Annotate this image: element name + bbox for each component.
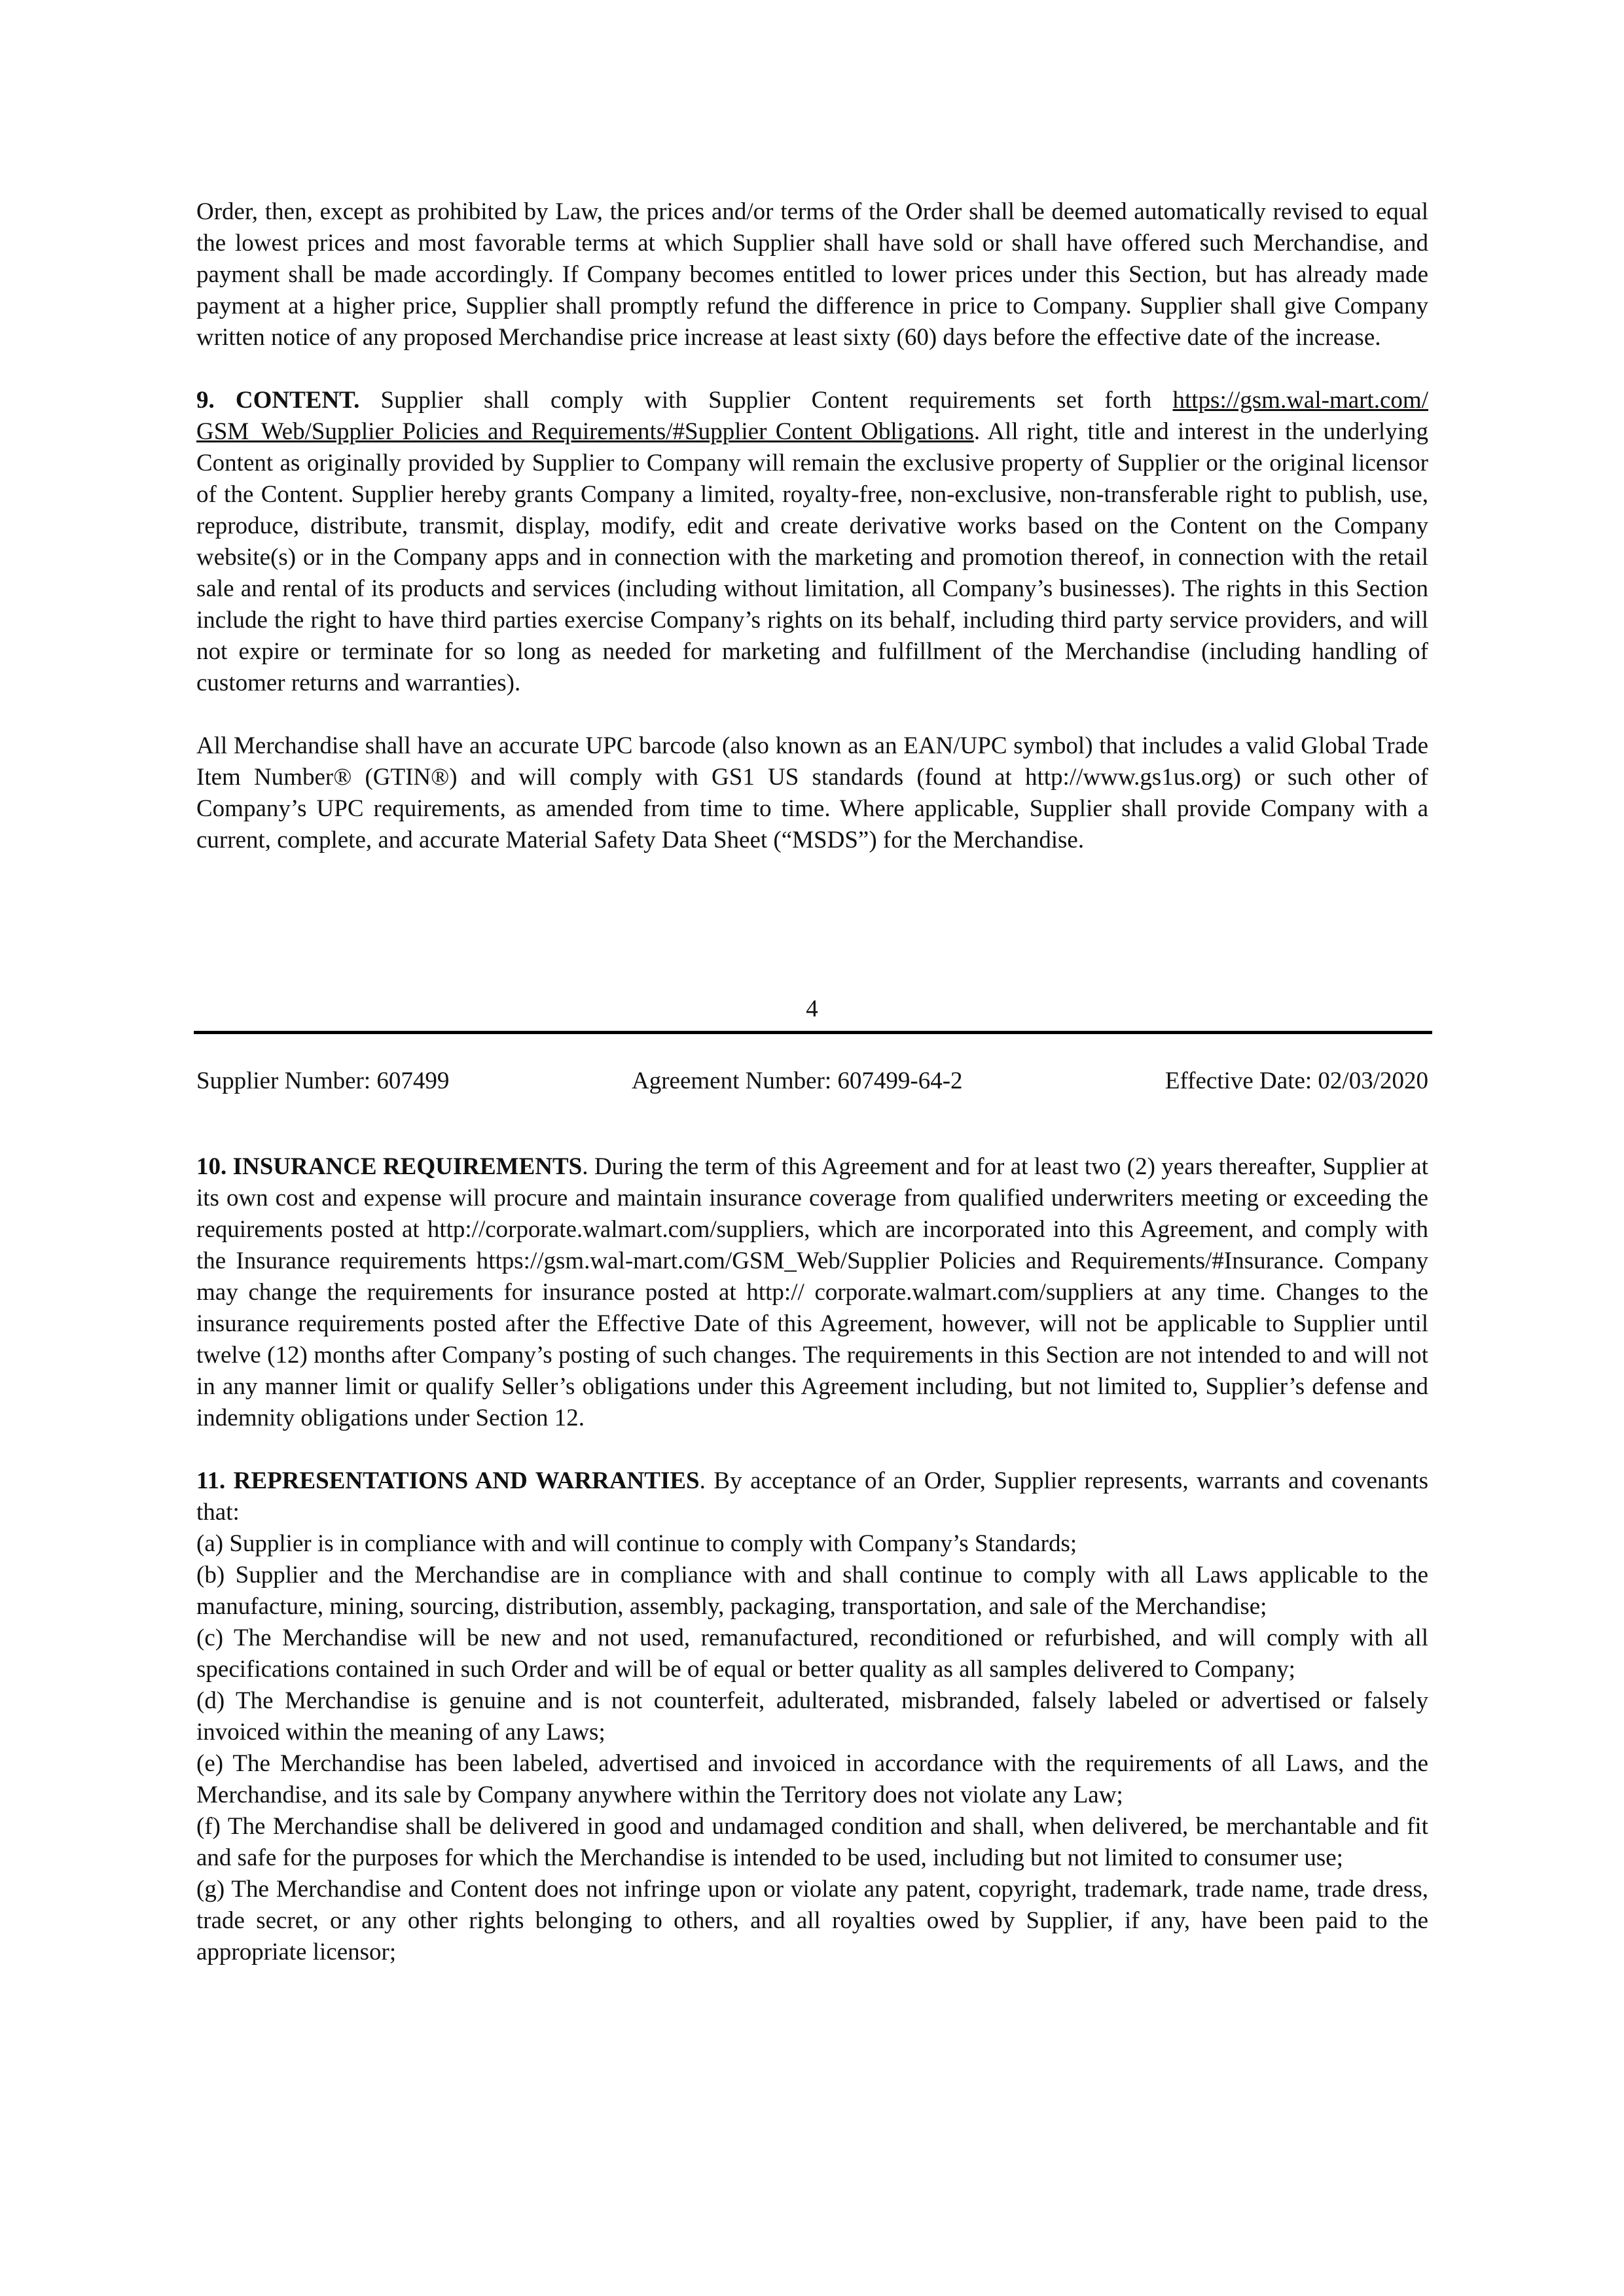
section-10-paragraph xyxy=(196,1151,1428,1434)
pricing-continuation-paragraph: Order, then, except as prohibited by Law, the prices and/or terms of the Order shall be deemed automatically revised to equal the lowest prices and most favorable terms at which Supplier shall have sold or shall have offered such Merchandise, and payment shall be made accordingly. If Company becomes entitled to lower prices under this Section, but has already made payment at a higher price, Supplier shall promptly refund the difference in price to Company. Supplier shall give Company written notice of any proposed Merchandise price increase at least sixty (60) days before the effective date of the increase. xyxy=(196,198,1428,351)
section-9-text-after-link: . All right, title and interest in the underlying Content as originally provided by Supplier to Company will remain the exclusive property of Supplier or the original licensor of the Content. Supplier hereby grants Company a limited, royalty-free, non-exclusive, non-transferable right to publish, use, reproduce, distribute, transmit, display, modify, edit and create derivative works based on the Content on the Company website(s) or in the Company apps and in connection with the marketing and promotion thereof, in connection with the retail sale and rental of its products and services (including without limitation, all Company’s businesses). The rights in this Section include the right to have third parties exercise Company’s rights on its behalf, including third party service providers, and will not expire or terminate for so long as needed for marketing and fulfillment of the Merchandise (including handling of customer returns and warranties). xyxy=(196,418,1428,696)
page-break-rule xyxy=(194,1031,1432,1034)
section-10-text: . During the term of this Agreement and for at least two (2) years thereafter, Supplier at its own cost and expense will procure and maintain insurance coverage from qualified underwriters meeting or exceeding the requirements posted at http://corporate.walmart.com/suppliers, which are incorporated into this Agreement, and comply with the Insurance requirements https://gsm.wal-mart.com/GSM_Web/Supplier Policies and Requirements/#Insurance. Company may change the requirements for insurance posted at http:// corporate.walmart.com/suppliers at any time. Changes to the insurance requirements posted after the Effective Date of this Agreement, however, will not be applicable to Supplier until twelve (12) months after Company’s posting of such changes. The requirements in this Section are not intended to and will not in any manner limit or qualify Seller’s obligations under this Agreement including, but not limited to, Supplier’s defense and indemnity obligations under Section 12. xyxy=(196,1153,1428,1431)
page-5-body xyxy=(196,1151,1428,1968)
agreement-number: Agreement Number: 607499-64-2 xyxy=(632,1067,963,1094)
supplier-number: Supplier Number: 607499 xyxy=(196,1067,450,1094)
supplier-content-link[interactable]: https://gsm.wal-mart.com/ GSM_Web/Supplier Policies and Requirements/#Supplier Content Obligations xyxy=(196,387,1428,445)
warranty-item-f: (f) The Merchandise shall be delivered in good and undamaged condition and shall, when delivered, be merchantable and fit and safe for the purposes for which the Merchandise is intended to be used, including but not limited to consumer use; xyxy=(196,1813,1428,1871)
warranty-item-e: (e) The Merchandise has been labeled, advertised and invoiced in accordance with the requirements of all Laws, and the Merchandise, and its sale by Company anywhere within the Territory does not violate any Law; xyxy=(196,1750,1428,1808)
section-9-heading: 9. CONTENT. xyxy=(196,387,360,414)
section-10-heading: 10. INSURANCE REQUIREMENTS xyxy=(196,1153,583,1180)
page-number: 4 xyxy=(806,996,818,1022)
page-4-body xyxy=(196,196,1428,856)
warranty-item-c: (c) The Merchandise will be new and not used, remanufactured, reconditioned or refurbished, and will comply with all specifications contained in such Order and will be of equal or better quality as all samples delivered to Company; xyxy=(196,1624,1428,1683)
section-11-intro xyxy=(196,1465,1428,1528)
warranty-item-g: (g) The Merchandise and Content does not infringe upon or violate any patent, copyright, trademark, trade name, trade dress, trade secret, or any other rights belonging to others, and all royalties owed by Supplier, if any, have been paid to the appropriate licensor; xyxy=(196,1876,1428,1965)
warranty-item-b: (b) Supplier and the Merchandise are in compliance with and shall continue to comply with all Laws applicable to the manufacture, mining, sourcing, distribution, assembly, packaging, transportation, and sale of the Merchandise; xyxy=(196,1562,1428,1620)
section-11-heading: 11. REPRESENTATIONS AND WARRANTIES xyxy=(196,1467,700,1494)
section-11-intro-text: . By acceptance of an Order, Supplier represents, warrants and covenants that: xyxy=(196,1467,1428,1526)
warranty-item-a: (a) Supplier is in compliance with and will continue to comply with Company’s Standards; xyxy=(196,1530,1077,1557)
section-9-text-before-link: Supplier shall comply with Supplier Content requirements set forth xyxy=(359,387,1173,414)
warranty-item-d: (d) The Merchandise is genuine and is not counterfeit, adulterated, misbranded, falsely labeled or advertised or falsely invoiced within the meaning of any Laws; xyxy=(196,1687,1428,1746)
upc-paragraph: All Merchandise shall have an accurate UPC barcode (also known as an EAN/UPC symbol) that includes a valid Global Trade Item Number® (GTIN®) and will comply with GS1 US standards (found at http://www.gs1us.org) or such other of Company’s UPC requirements, as amended from time to time. Where applicable, Supplier shall provide Company with a current, complete, and accurate Material Safety Data Sheet (“MSDS”) for the Merchandise. xyxy=(196,732,1428,853)
section-9-paragraph xyxy=(196,385,1428,699)
effective-date: Effective Date: 02/03/2020 xyxy=(1164,1067,1428,1094)
